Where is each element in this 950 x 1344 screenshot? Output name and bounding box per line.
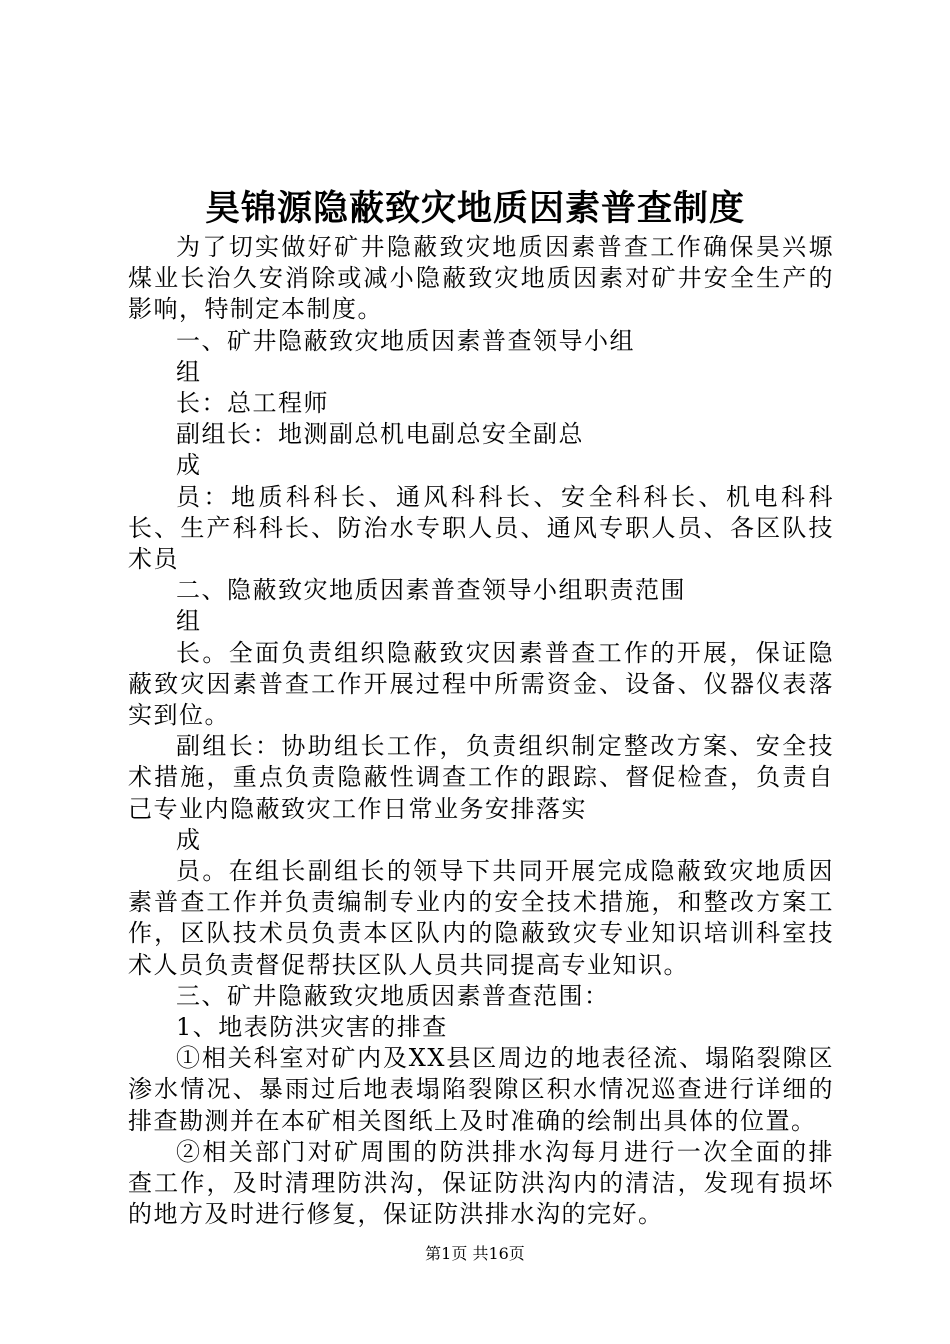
paragraph: 副组长：协助组长工作，负责组织制定整改方案、安全技术措施，重点负责隐蔽性调查工作的跟踪、督促检查，负责自己专业内隐蔽致灾工作日常业务安排落实 [128,732,834,823]
subsection-heading: 1、地表防洪灾害的排查 [176,1013,448,1042]
paragraph: 成 [176,451,202,480]
paragraph-intro: 为了切实做好矿井隐蔽致灾地质因素普查工作确保昊兴塬煤业长治久安消除或减小隐蔽致灾地质因素对矿井安全生产的影响，特制定本制度。 [128,233,834,324]
paragraph: 副组长：地测副总机电副总安全副总 [176,420,584,449]
page-footer: 第1页 共16页 [425,1244,525,1263]
paragraph: 员：地质科科长、通风科科长、安全科科长、机电科科长、生产科科长、防治水专职人员、通风专职人员、各区队技术员 [128,482,834,574]
section-heading-1: 一、矿井隐蔽致灾地质因素普查领导小组 [176,326,635,355]
document-body [128,232,834,1231]
paragraph: 员。在组长副组长的领导下共同开展完成隐蔽致灾地质因素普查工作并负责编制专业内的安全技术措施，和整改方案工作，区队技术员负责本区队内的隐蔽致灾专业知识培训科室技术人员负责督促帮扶区队人员共同提高专业知识。 [128,857,834,979]
document-title: 昊锦源隐蔽致灾地质因素普查制度 [204,188,745,229]
paragraph: ②相关部门对矿周围的防洪排水沟每月进行一次全面的排查工作，及时清理防洪沟，保证防洪沟内的清洁，发现有损坏的地方及时进行修复，保证防洪排水沟的完好。 [128,1137,834,1229]
paragraph: 组 [176,357,202,386]
paragraph: 长：总工程师 [176,389,329,418]
section-heading-3: 三、矿井隐蔽致灾地质因素普查范围： [176,981,610,1010]
paragraph: 组 [176,607,202,636]
paragraph: ①相关科室对矿内及XX县区周边的地表径流、塌陷裂隙区渗水情况、暴雨过后地表塌陷裂隙区积水情况巡查进行详细的排查勘测并在本矿相关图纸上及时准确的绘制出具体的位置。 [128,1044,834,1135]
paragraph: 长。全面负责组织隐蔽致灾因素普查工作的开展，保证隐蔽致灾因素普查工作开展过程中所需资金、设备、仪器仪表落实到位。 [128,638,834,730]
paragraph: 成 [176,825,202,854]
section-heading-2: 二、隐蔽致灾地质因素普查领导小组职责范围 [176,576,686,605]
